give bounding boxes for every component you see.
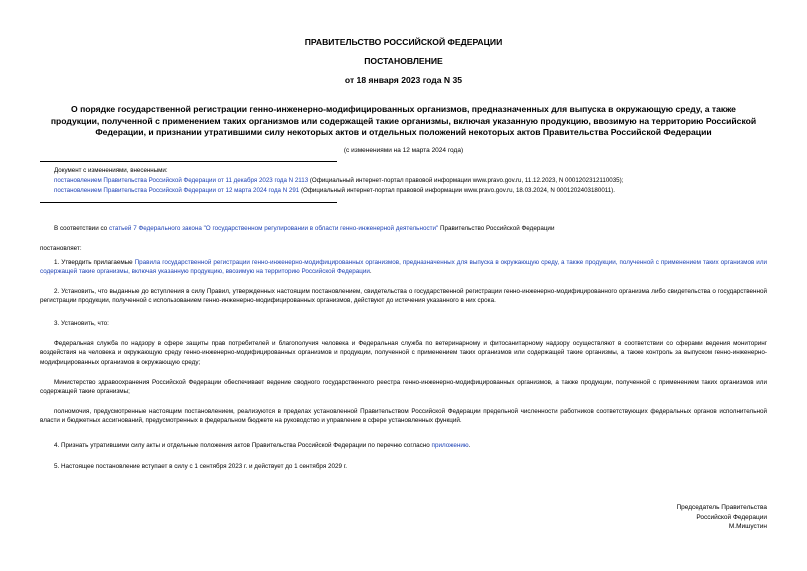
amendment-link[interactable]: постановлением Правительства Российской Федерации от 12 марта 2024 года N 291: [54, 187, 300, 194]
appendix-link[interactable]: приложению: [431, 442, 469, 449]
paragraph-1: [40, 258, 767, 277]
paragraph-text: 4. Признать утратившими силу акты и отдельные положения актов Правительства Российской Федерации по перечню согласно: [54, 442, 432, 449]
separator-top: [40, 161, 337, 162]
paragraph-text: .: [369, 268, 372, 276]
amendment-item: [54, 186, 615, 196]
government-heading: ПРАВИТЕЛЬСТВО РОССИЙСКОЙ ФЕДЕРАЦИИ: [304, 37, 503, 47]
paragraph-3: 3. Установить, что:: [54, 320, 109, 327]
paragraph-3b: Министерство здравоохранения Российской Федерации обеспечивает ведение сводного государственного реестра генно-инженерно-модифицированных организмов, а также продукции, полученной с применением таких организмов или содержащей такие организмы;: [40, 379, 767, 396]
signature-name: М.Мишустин: [728, 523, 767, 530]
signature-block: [676, 503, 767, 532]
amendment-source: (Официальный интернет-портал правовой информации www.pravo.gov.ru, 11.12.2023, N 0001202312110035);: [308, 177, 624, 184]
paragraph-2: 2. Установить, что выданные до вступления в силу Правил, утвержденных настоящим постановлением, свидетельства о государственной регистрации генно-инженерно-модифицированного организма либо свидетельства о государственной регистрации продукции, полученной с использованием генно-инженерно-модифицированных организмов, действуют до истечения указанного в них срока.: [40, 288, 767, 305]
amendment-source: (Официальный интернет-портал правовой информации www.pravo.gov.ru, 18.03.2024, N 0001202403180011).: [299, 187, 615, 194]
signature-org: Российской Федерации: [696, 513, 767, 521]
revision-note: (с изменениями на 12 марта 2024 года): [343, 147, 464, 154]
paragraph-3c: полномочия, предусмотренные настоящим постановлением, реализуются в пределах установленной Правительством Российской Федерации предельной численности работников соответствующих федеральных органов исполнительной власти и бюджетных ассигнований, предусмотренных в федеральном бюджете на руководство и управление в сфере установленных функций.: [40, 408, 767, 425]
decides-text: постановляет:: [40, 245, 82, 252]
paragraph-text: .: [468, 442, 471, 449]
separator-bottom: [40, 202, 337, 203]
paragraph-4: [40, 441, 767, 450]
amendment-link[interactable]: постановлением Правительства Российской Федерации от 11 декабря 2023 года N 2113: [54, 177, 309, 184]
preamble: [54, 224, 767, 233]
paragraph-5: 5. Настоящее постановление вступает в силу с 1 сентября 2023 г. и действует до 1 сентября 2029 г.: [54, 463, 348, 470]
title-line: О порядке государственной регистрации генно-инженерно-модифицированных организмов, предназначенных для выпуска в окружающую среду, а также: [71, 104, 736, 114]
paragraph-3a: Федеральная служба по надзору в сфере защиты прав потребителей и благополучия человека и Федеральная служба по ветеринарному и фитосанитарному надзору осуществляют в соответствии со сферами ведения мониторинг воздействия на человека и окружающую среду генно-инженерно-модифицированных организмов и продукции, полученной с применением таких организмов или содержащей такие организмы, а также контроль за выпуском генно-инженерно-модифицированных организмов в окружающую среду;: [40, 340, 767, 366]
amendments-intro: Документ с изменениями, внесенными:: [54, 167, 168, 174]
document-title: [40, 104, 767, 139]
date-number: от 18 января 2023 года N 35: [344, 75, 463, 85]
document-type: ПОСТАНОВЛЕНИЕ: [364, 56, 443, 66]
rules-link[interactable]: Правила государственной регистрации генно-инженерно-модифицированных организмов, предназначенных для выпуска в окружающую среду, а также продукции, полученной с применением таких организмов или содержащей такие организмы, включая указанную продукцию, ввозимую на территорию Российской Федерации: [40, 259, 768, 276]
paragraph-text: 1. Утвердить прилагаемые: [54, 259, 135, 266]
law-link[interactable]: статьей 7 Федерального закона "О государственном регулировании в области генно-инженерной деятельности": [108, 225, 439, 232]
title-line: Федерации, и признании утратившими силу некоторых актов и отдельных положений некоторых актов Правительства Российской Федерации: [95, 127, 712, 137]
signature-position: Председатель Правительства: [676, 504, 767, 511]
title-line: продукции, полученной с применением таких организмов или содержащей такие организмы, включая указанную продукцию, ввозимую на территорию Российской: [50, 115, 757, 126]
preamble-text: Правительство Российской Федерации: [438, 225, 555, 232]
amendment-item: [54, 176, 623, 186]
preamble-text: В соответствии со: [54, 225, 109, 232]
